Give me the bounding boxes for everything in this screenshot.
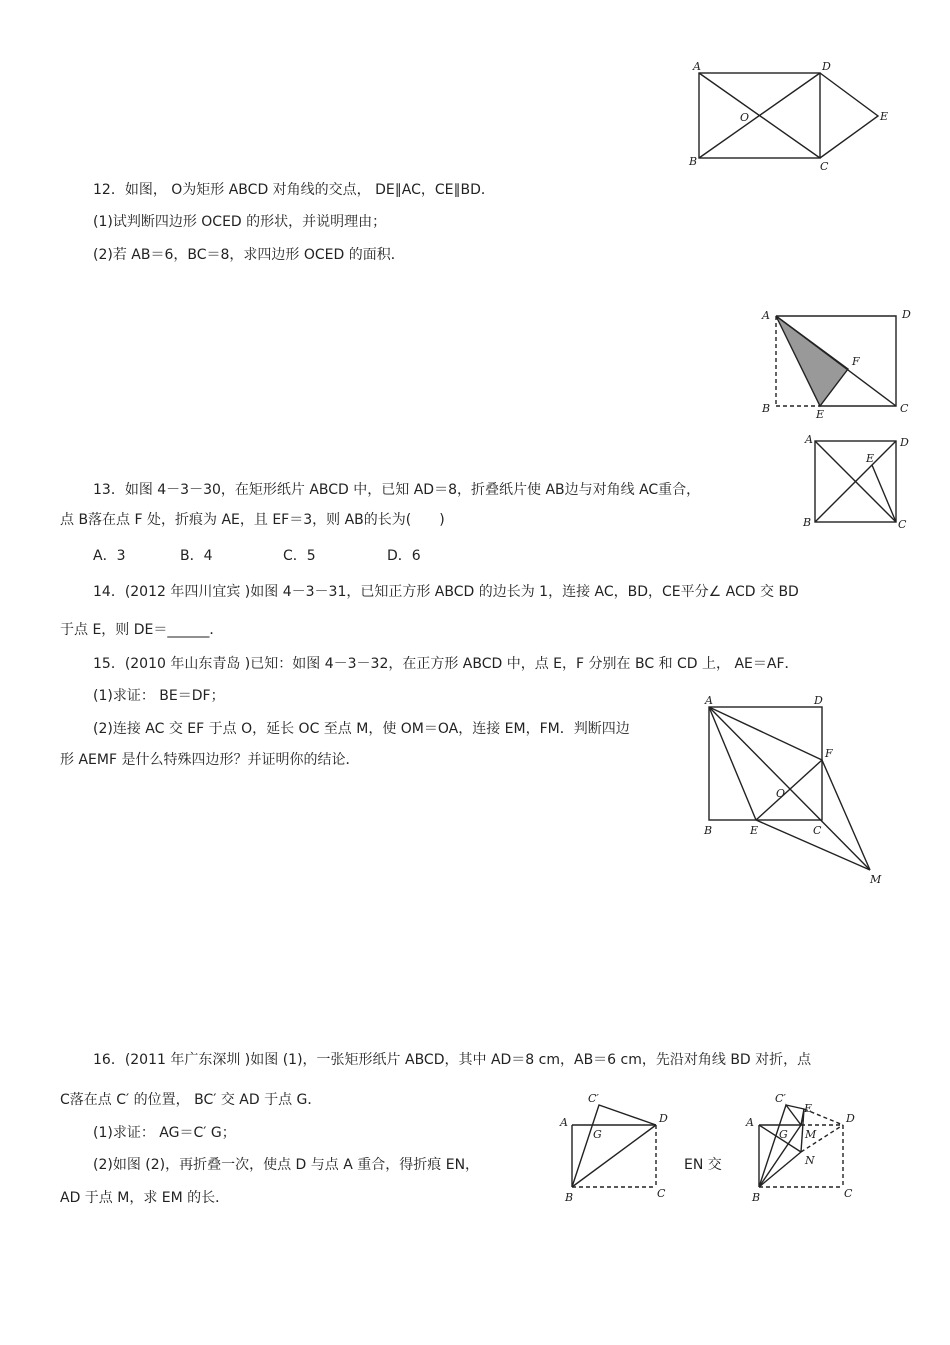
label-c: C xyxy=(657,1187,666,1200)
label-d: D xyxy=(822,60,831,73)
q13-option-b: B．4 xyxy=(180,548,213,564)
label-b: B xyxy=(704,824,713,837)
label-cprime: C′ xyxy=(775,1092,786,1105)
q16-part2b: EN 交 xyxy=(684,1157,722,1173)
label-e: E xyxy=(804,1102,813,1115)
label-c: C xyxy=(820,160,829,173)
label-a: A xyxy=(805,433,813,446)
label-d: D xyxy=(902,308,911,321)
label-a: A xyxy=(560,1116,568,1129)
label-a: A xyxy=(705,694,713,707)
label-cprime: C′ xyxy=(588,1092,599,1105)
q15-part2a: (2)连接 AC 交 EF 于点 O，延长 OC 至点 M，使 OM＝OA，连接 EM，FM．判断四边 xyxy=(93,721,630,737)
label-b: B xyxy=(752,1191,761,1204)
label-c: C xyxy=(813,824,822,837)
label-d: D xyxy=(846,1112,855,1125)
q13-option-a: A．3 xyxy=(93,548,126,564)
q12-stem: 12．如图， O为矩形 ABCD 对角线的交点， DE∥AC，CE∥BD． xyxy=(93,182,495,198)
q16-line1: 16．(2011 年广东深圳 )如图 (1)，一张矩形纸片 ABCD，其中 AD＝8 cm，AB＝6 cm，先沿对角线 BD 对折，点 xyxy=(93,1052,812,1068)
q13-option-d: D．6 xyxy=(387,548,421,564)
label-b: B xyxy=(565,1191,574,1204)
label-d: D xyxy=(900,436,909,449)
q13-line2: 点 B落在点 F 处，折痕为 AE，且 EF＝3，则 AB的长为( ) xyxy=(60,512,445,528)
label-m: M xyxy=(805,1128,817,1141)
label-e: E xyxy=(866,452,875,465)
label-c: C xyxy=(898,518,907,531)
label-g: G xyxy=(779,1128,788,1141)
label-a: A xyxy=(746,1116,754,1129)
label-n: N xyxy=(805,1154,815,1167)
q13-line1: 13．如图 4－3－30，在矩形纸片 ABCD 中，已知 AD＝8，折叠纸片使 AB边与对角线 AC重合， xyxy=(93,482,701,498)
label-b: B xyxy=(689,155,698,168)
q16-part2c: AD 于点 M，求 EM 的长． xyxy=(60,1190,230,1206)
label-a: A xyxy=(762,309,770,322)
q15-part1: (1)求证： BE＝DF； xyxy=(93,688,225,704)
q15-part2b: 形 AEMF 是什么特殊四边形？并证明你的结论． xyxy=(60,752,360,768)
label-e: E xyxy=(750,824,759,837)
q14-line2: 于点 E，则 DE＝______． xyxy=(60,622,224,638)
label-o: O xyxy=(776,787,786,800)
label-o: O xyxy=(740,111,750,124)
label-b: B xyxy=(762,402,771,415)
label-c: C xyxy=(900,402,909,415)
q13-option-c: C．5 xyxy=(283,548,316,564)
label-f: F xyxy=(825,747,833,760)
label-g: G xyxy=(593,1128,602,1141)
label-c: C xyxy=(844,1187,853,1200)
q16-line2: C落在点 C′ 的位置， BC′ 交 AD 于点 G． xyxy=(60,1092,322,1108)
q16-part2a: (2)如图 (2)，再折叠一次，使点 D 与点 A 重合，得折痕 EN， xyxy=(93,1157,480,1173)
q14-line1: 14．(2012 年四川宜宾 )如图 4－3－31，已知正方形 ABCD 的边长为 1，连接 AC，BD，CE平分∠ ACD 交 BD xyxy=(93,584,799,600)
folded-bcp-cpm xyxy=(759,1105,801,1187)
label-d: D xyxy=(659,1112,668,1125)
label-b: B xyxy=(803,516,812,529)
q16-part1: (1)求证： AG＝C′ G； xyxy=(93,1125,236,1141)
label-e: E xyxy=(880,110,889,123)
label-f: F xyxy=(852,355,860,368)
q15-line1: 15．(2010 年山东青岛 )已知：如图 4－3－32，在正方形 ABCD 中，点 E，F 分别在 BC 和 CD 上， AE＝AF． xyxy=(93,656,799,672)
label-e: E xyxy=(816,408,825,421)
label-a: A xyxy=(693,60,701,73)
label-m: M xyxy=(870,873,882,886)
q12-part1: (1)试判断四边形 OCED 的形状，并说明理由； xyxy=(93,214,387,230)
label-d: D xyxy=(814,694,823,707)
q12-part2: (2)若 AB＝6，BC＝8，求四边形 OCED 的面积． xyxy=(93,247,405,263)
